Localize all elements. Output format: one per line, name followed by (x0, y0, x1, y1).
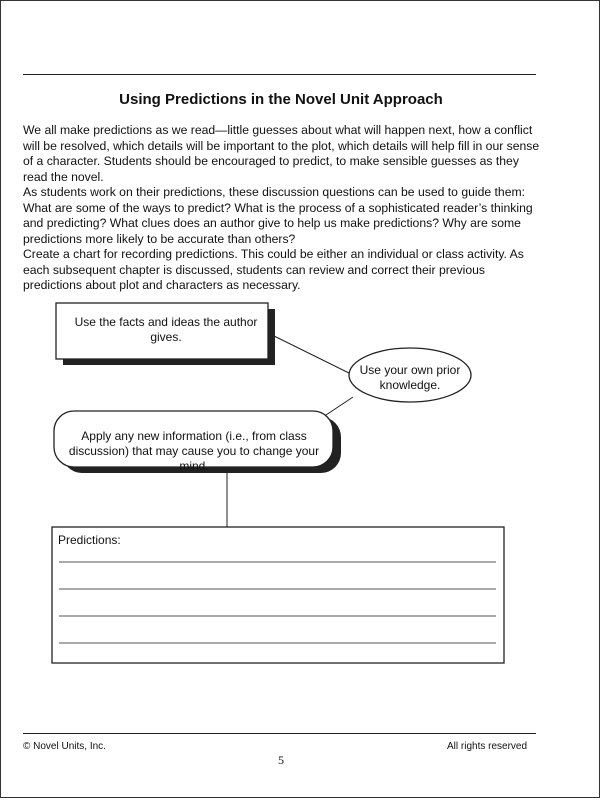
paragraph-3: Create a chart for recording predictions. This could be either an individual or class activity. As each subsequent chapter is discussed, students can review and correct their previous predictions about plot and characters as necessary. (23, 247, 524, 292)
prior-knowledge-text: Use your own prior knowledge. (359, 363, 461, 392)
footer-copyright: © Novel Units, Inc. (23, 741, 106, 752)
top-divider (23, 74, 536, 75)
paragraph-2: As students work on their predictions, these discussion questions can be used to guide them: What are some of the ways to predict? What is the process of a sophisticated reader’s thinking and predicting? What clues does an author give to help us make predictions? Why are some predictions more likely to be accurate than others? (23, 185, 533, 246)
page-number: 5 (278, 753, 284, 767)
apply-box-text: Apply any new information (i.e., from class discussion) that may cause you to change your mind. (68, 429, 320, 473)
paragraph-1: We all make predictions as we read—little guesses about what will happen next, how a conflict will be resolved, which details will be important to the plot, which details will help fill in our sense of a character. Students should be encouraged to predict, to make sensible guesses as they read the novel. (23, 123, 540, 184)
page-title: Using Predictions in the Novel Unit Approach (119, 91, 443, 108)
connector-prior-apply (323, 397, 353, 417)
diagram-graphics (1, 297, 602, 677)
facts-box-text: Use the facts and ideas the author gives. (74, 315, 258, 344)
predictions-label: Predictions: (58, 533, 121, 547)
prediction-diagram (1, 297, 602, 677)
connector-facts-prior (268, 333, 353, 375)
bottom-divider (23, 733, 536, 734)
footer-rights: All rights reserved (447, 741, 528, 752)
